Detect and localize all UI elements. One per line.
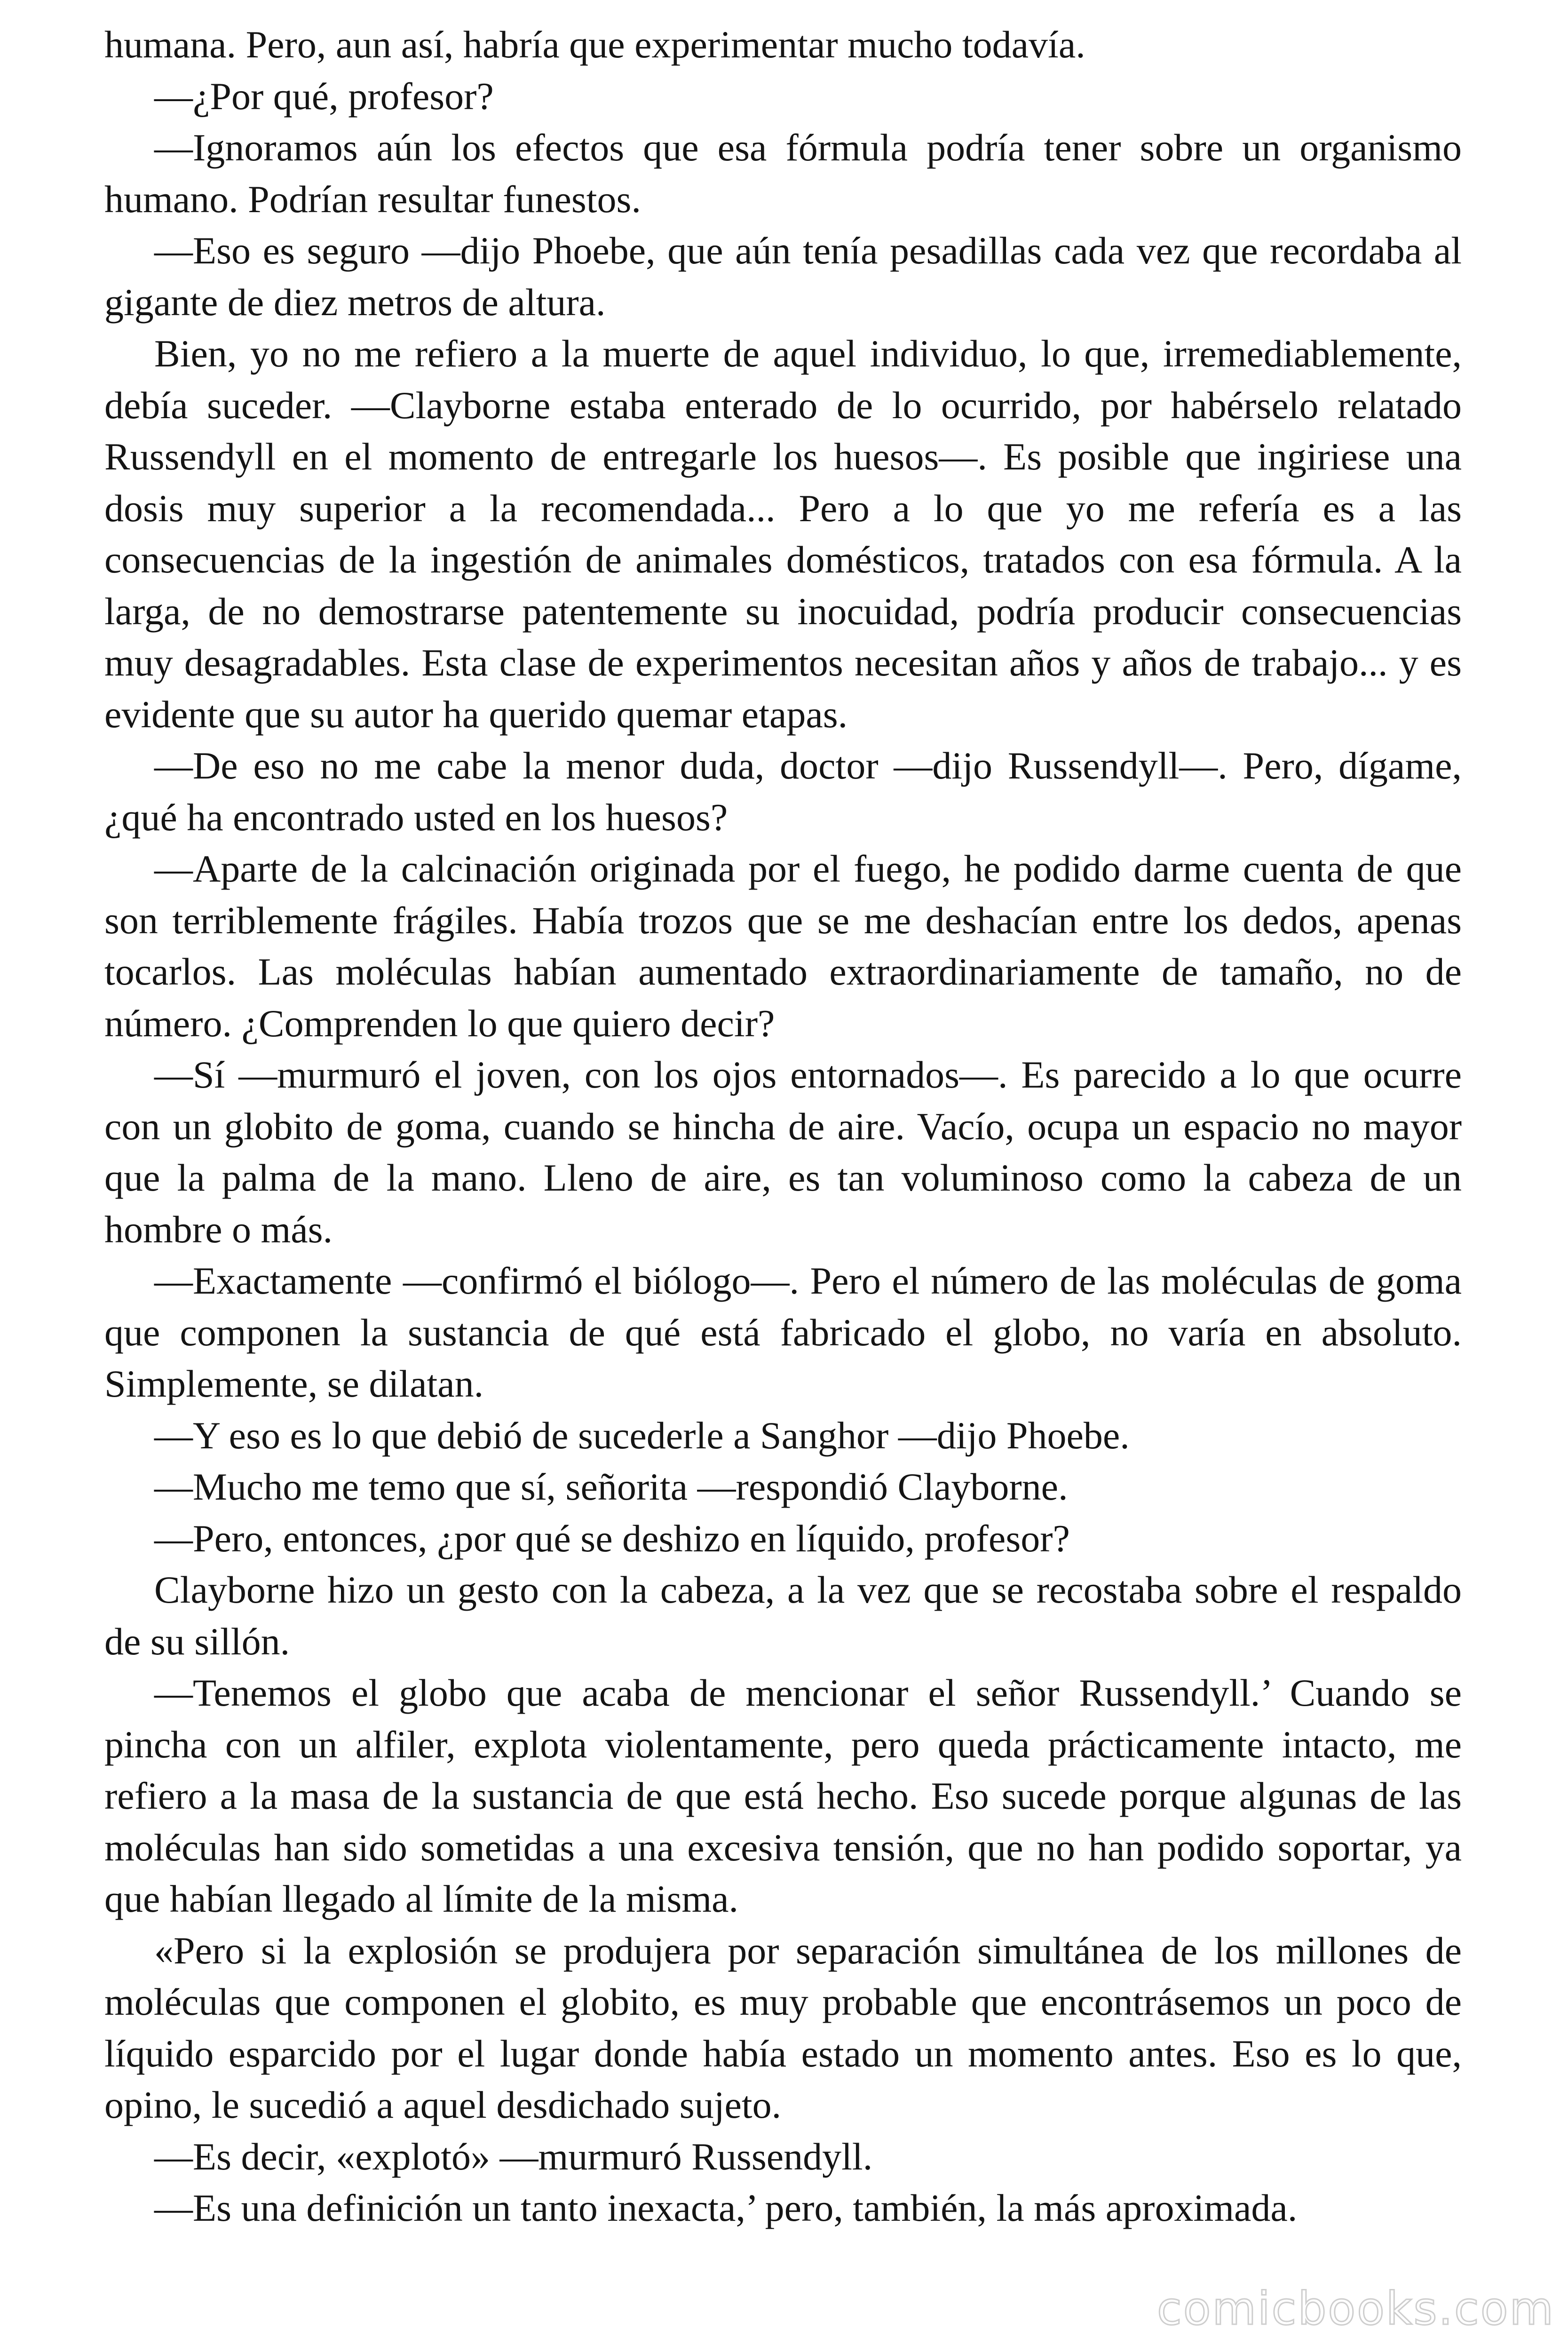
paragraph-5: Bien, yo no me refiero a la muerte de aquel individuo, lo que, irremediablemente, debía suceder. —Clayborne estaba enterado de lo ocurrido, por habérselo relatado Russendyll en el momento de entregarle los huesos—. Es posible que ingiriese una dosis muy superior a la recomendada... Pero a lo que yo me refería es a las consecuencias de la ingestión de animales domésticos, tratados con esa fórmula. A la larga, de no demostrarse patentemente su inocuidad, podría producir consecuencias muy desagradables. Esta clase de experimentos necesitan años y años de trabajo... y es evidente que su autor ha querido quemar etapas.: [104, 332, 1462, 736]
paragraph-12: —Pero, entonces, ¿por qué se deshizo en líquido, profesor?: [154, 1517, 1070, 1560]
paragraph-10: —Y eso es lo que debió de sucederle a Sanghor —dijo Phoebe.: [154, 1414, 1130, 1457]
paragraph-13: Clayborne hizo un gesto con la cabeza, a la vez que se recostaba sobre el respaldo de su sillón.: [104, 1568, 1462, 1663]
paragraph-16: —Es decir, «explotó» —murmuró Russendyll.: [154, 2135, 873, 2178]
paragraph-8: —Sí —murmuró el joven, con los ojos entornados—. Es parecido a lo que ocurre con un globito de goma, cuando se hincha de aire. Vacío, ocupa un espacio no mayor que la palma de la mano. Lleno de aire, es tan voluminoso como la cabeza de un hombre o más.: [104, 1053, 1462, 1251]
paragraph-6: —De eso no me cabe la menor duda, doctor —dijo Russendyll—. Pero, dígame, ¿qué ha encontrado usted en los huesos?: [104, 744, 1462, 839]
paragraph-17: —Es una definición un tanto inexacta,’ pero, también, la más aproximada.: [154, 2186, 1298, 2229]
paragraph-11: —Mucho me temo que sí, señorita —respondió Clayborne.: [154, 1465, 1068, 1508]
paragraph-4: —Eso es seguro —dijo Phoebe, que aún tenía pesadillas cada vez que recordaba al gigante de diez metros de altura.: [104, 229, 1462, 324]
paragraph-3: —Ignoramos aún los efectos que esa fórmula podría tener sobre un organismo humano. Podrían resultar funestos.: [104, 126, 1462, 221]
page-body: [104, 19, 1462, 2234]
paragraph-7: —Aparte de la calcinación originada por el fuego, he podido darme cuenta de que son terriblemente frágiles. Había trozos que se me deshacían entre los dedos, apenas tocarlos. Las moléculas habían aumentado extraordinariamente de tamaño, no de número. ¿Comprenden lo que quiero decir?: [104, 847, 1462, 1045]
paragraph-2: —¿Por qué, profesor?: [154, 74, 494, 118]
watermark-logo: comicbooks.com: [1156, 2282, 1555, 2335]
paragraph-14: —Tenemos el globo que acaba de mencionar el señor Russendyll.’ Cuando se pincha con un alfiler, explota violentamente, pero queda prácticamente intacto, me refiero a la masa de la sustancia de que está hecho. Eso sucede porque algunas de las moléculas han sido sometidas a una excesiva tensión, que no han podido soportar, ya que habían llegado al límite de la misma.: [104, 1671, 1462, 1920]
paragraph-1: humana. Pero, aun así, habría que experimentar mucho todavía.: [104, 23, 1085, 66]
paragraph-9: —Exactamente —confirmó el biólogo—. Pero el número de las moléculas de goma que componen la sustancia de qué está fabricado el globo, no varía en absoluto. Simplemente, se dilatan.: [104, 1259, 1462, 1405]
paragraph-15: «Pero si la explosión se produjera por separación simultánea de los millones de moléculas que componen el globito, es muy probable que encontrásemos un poco de líquido esparcido por el lugar donde había estado un momento antes. Eso es lo que, opino, le sucedió a aquel desdichado sujeto.: [104, 1929, 1462, 2126]
